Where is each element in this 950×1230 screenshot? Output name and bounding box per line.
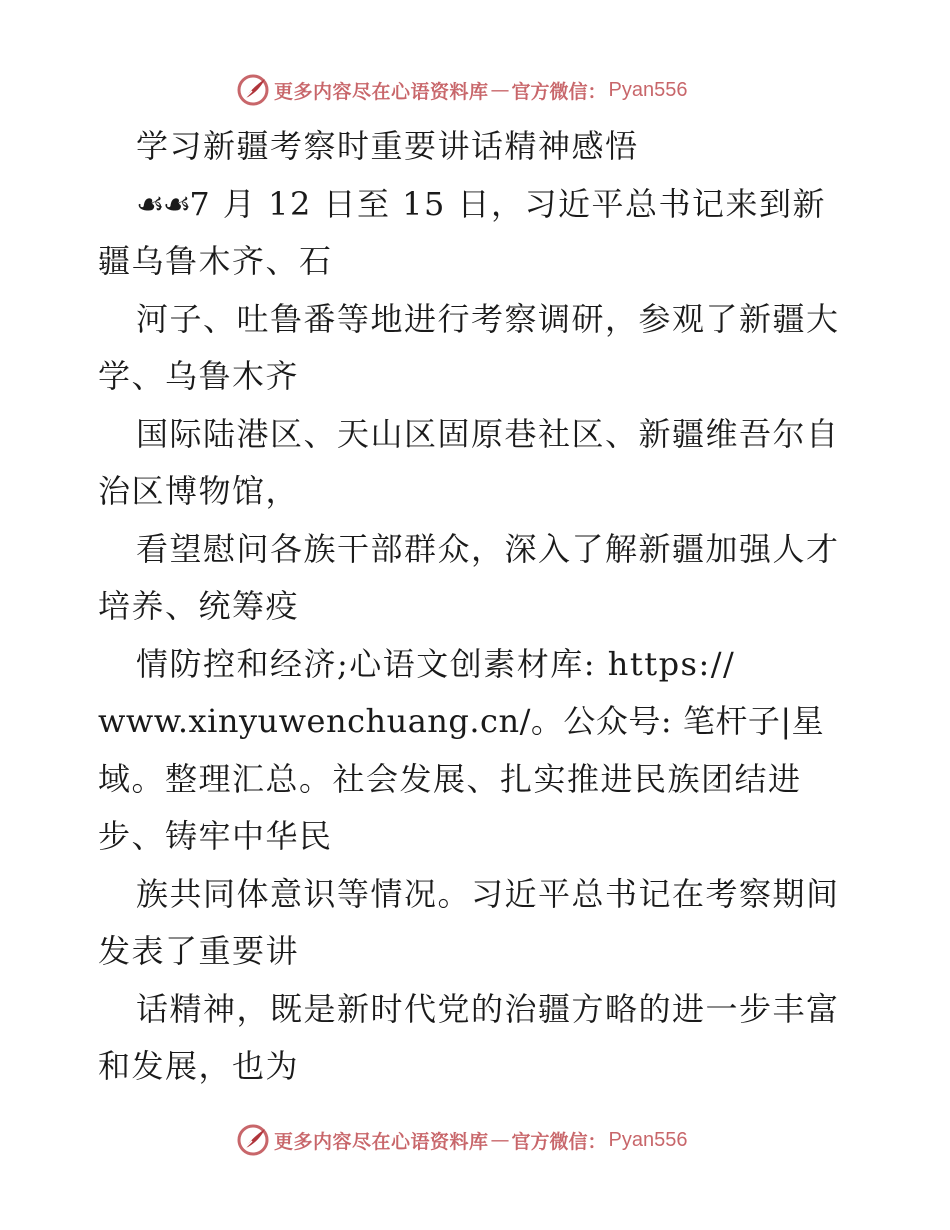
text-line-content: 发表了重要讲 xyxy=(98,932,300,970)
text-line-content: 疆乌鲁木齐、石 xyxy=(98,242,333,280)
text-line-content: 国际陆港区、天山区固原巷社区、新疆维吾尔自 xyxy=(136,414,840,453)
watermark-label: 官方微信： xyxy=(511,80,607,103)
watermark-id: Pyan556 xyxy=(608,78,688,101)
text-line-content: 话精神，既是新时代党的治疆方略的进一步丰富 xyxy=(136,989,840,1028)
document-body xyxy=(98,118,858,1096)
text-line xyxy=(98,808,858,866)
document-title xyxy=(98,118,858,176)
text-line-content: 学、乌鲁木齐 xyxy=(98,357,300,395)
text-line-content: 族共同体意识等情况。习近平总书记在考察期间 xyxy=(136,874,840,913)
text-line xyxy=(98,693,858,751)
header-watermark xyxy=(236,72,688,108)
text-line xyxy=(98,866,858,924)
text-line xyxy=(98,521,858,579)
text-line-content: 河子、吐鲁番等地进行考察调研，参观了新疆大 xyxy=(136,299,840,338)
text-line-content: 看望慰问各族干部群众，深入了解新疆加强人才 xyxy=(136,529,840,568)
watermark-name: 更多内容尽在心语资料库 xyxy=(274,80,489,103)
text-line-content: www.xinyuwenchuang.cn/。公众号: 笔杆子|星 xyxy=(98,702,825,740)
text-line-content: 情防控和经济;心语文创素材库: https:// xyxy=(136,644,736,683)
text-line xyxy=(98,233,858,291)
text-line xyxy=(98,348,858,406)
text-line xyxy=(98,923,858,981)
text-line xyxy=(98,406,858,464)
text-line-content: 域。整理汇总。社会发展、扎实推进民族团结进 xyxy=(98,759,802,798)
text-line xyxy=(98,751,858,809)
text-line-content: 步、铸牢中华民 xyxy=(98,817,333,855)
text-line-content: 和发展，也为 xyxy=(98,1047,300,1085)
watermark-id: Pyan556 xyxy=(608,1128,688,1151)
text-line-content: 培养、统筹疫 xyxy=(98,587,300,625)
text-line xyxy=(98,578,858,636)
text-line xyxy=(98,291,858,349)
text-line xyxy=(98,981,858,1039)
watermark-label: 官方微信： xyxy=(511,1130,607,1153)
text-line xyxy=(98,176,858,234)
quill-in-circle-icon xyxy=(236,73,270,107)
watermark-name: 更多内容尽在心语资料库 xyxy=(274,1130,489,1153)
watermark-dash: — xyxy=(490,79,510,101)
text-line-content: 7 月 12 日至 15 日，习近平总书记来到新 xyxy=(189,184,827,223)
text-line xyxy=(98,1038,858,1096)
footer-watermark xyxy=(236,1122,688,1158)
text-line xyxy=(98,463,858,521)
watermark-dash: — xyxy=(490,1129,510,1151)
text-line-content: 学习新疆考察时重要讲话精神感悟 xyxy=(136,127,639,165)
text-line xyxy=(98,636,858,694)
quill-in-circle-icon xyxy=(236,1123,270,1157)
floral-ornament-icon: ☙☙ xyxy=(136,184,190,223)
text-line-content: 治区博物馆， xyxy=(98,472,300,510)
